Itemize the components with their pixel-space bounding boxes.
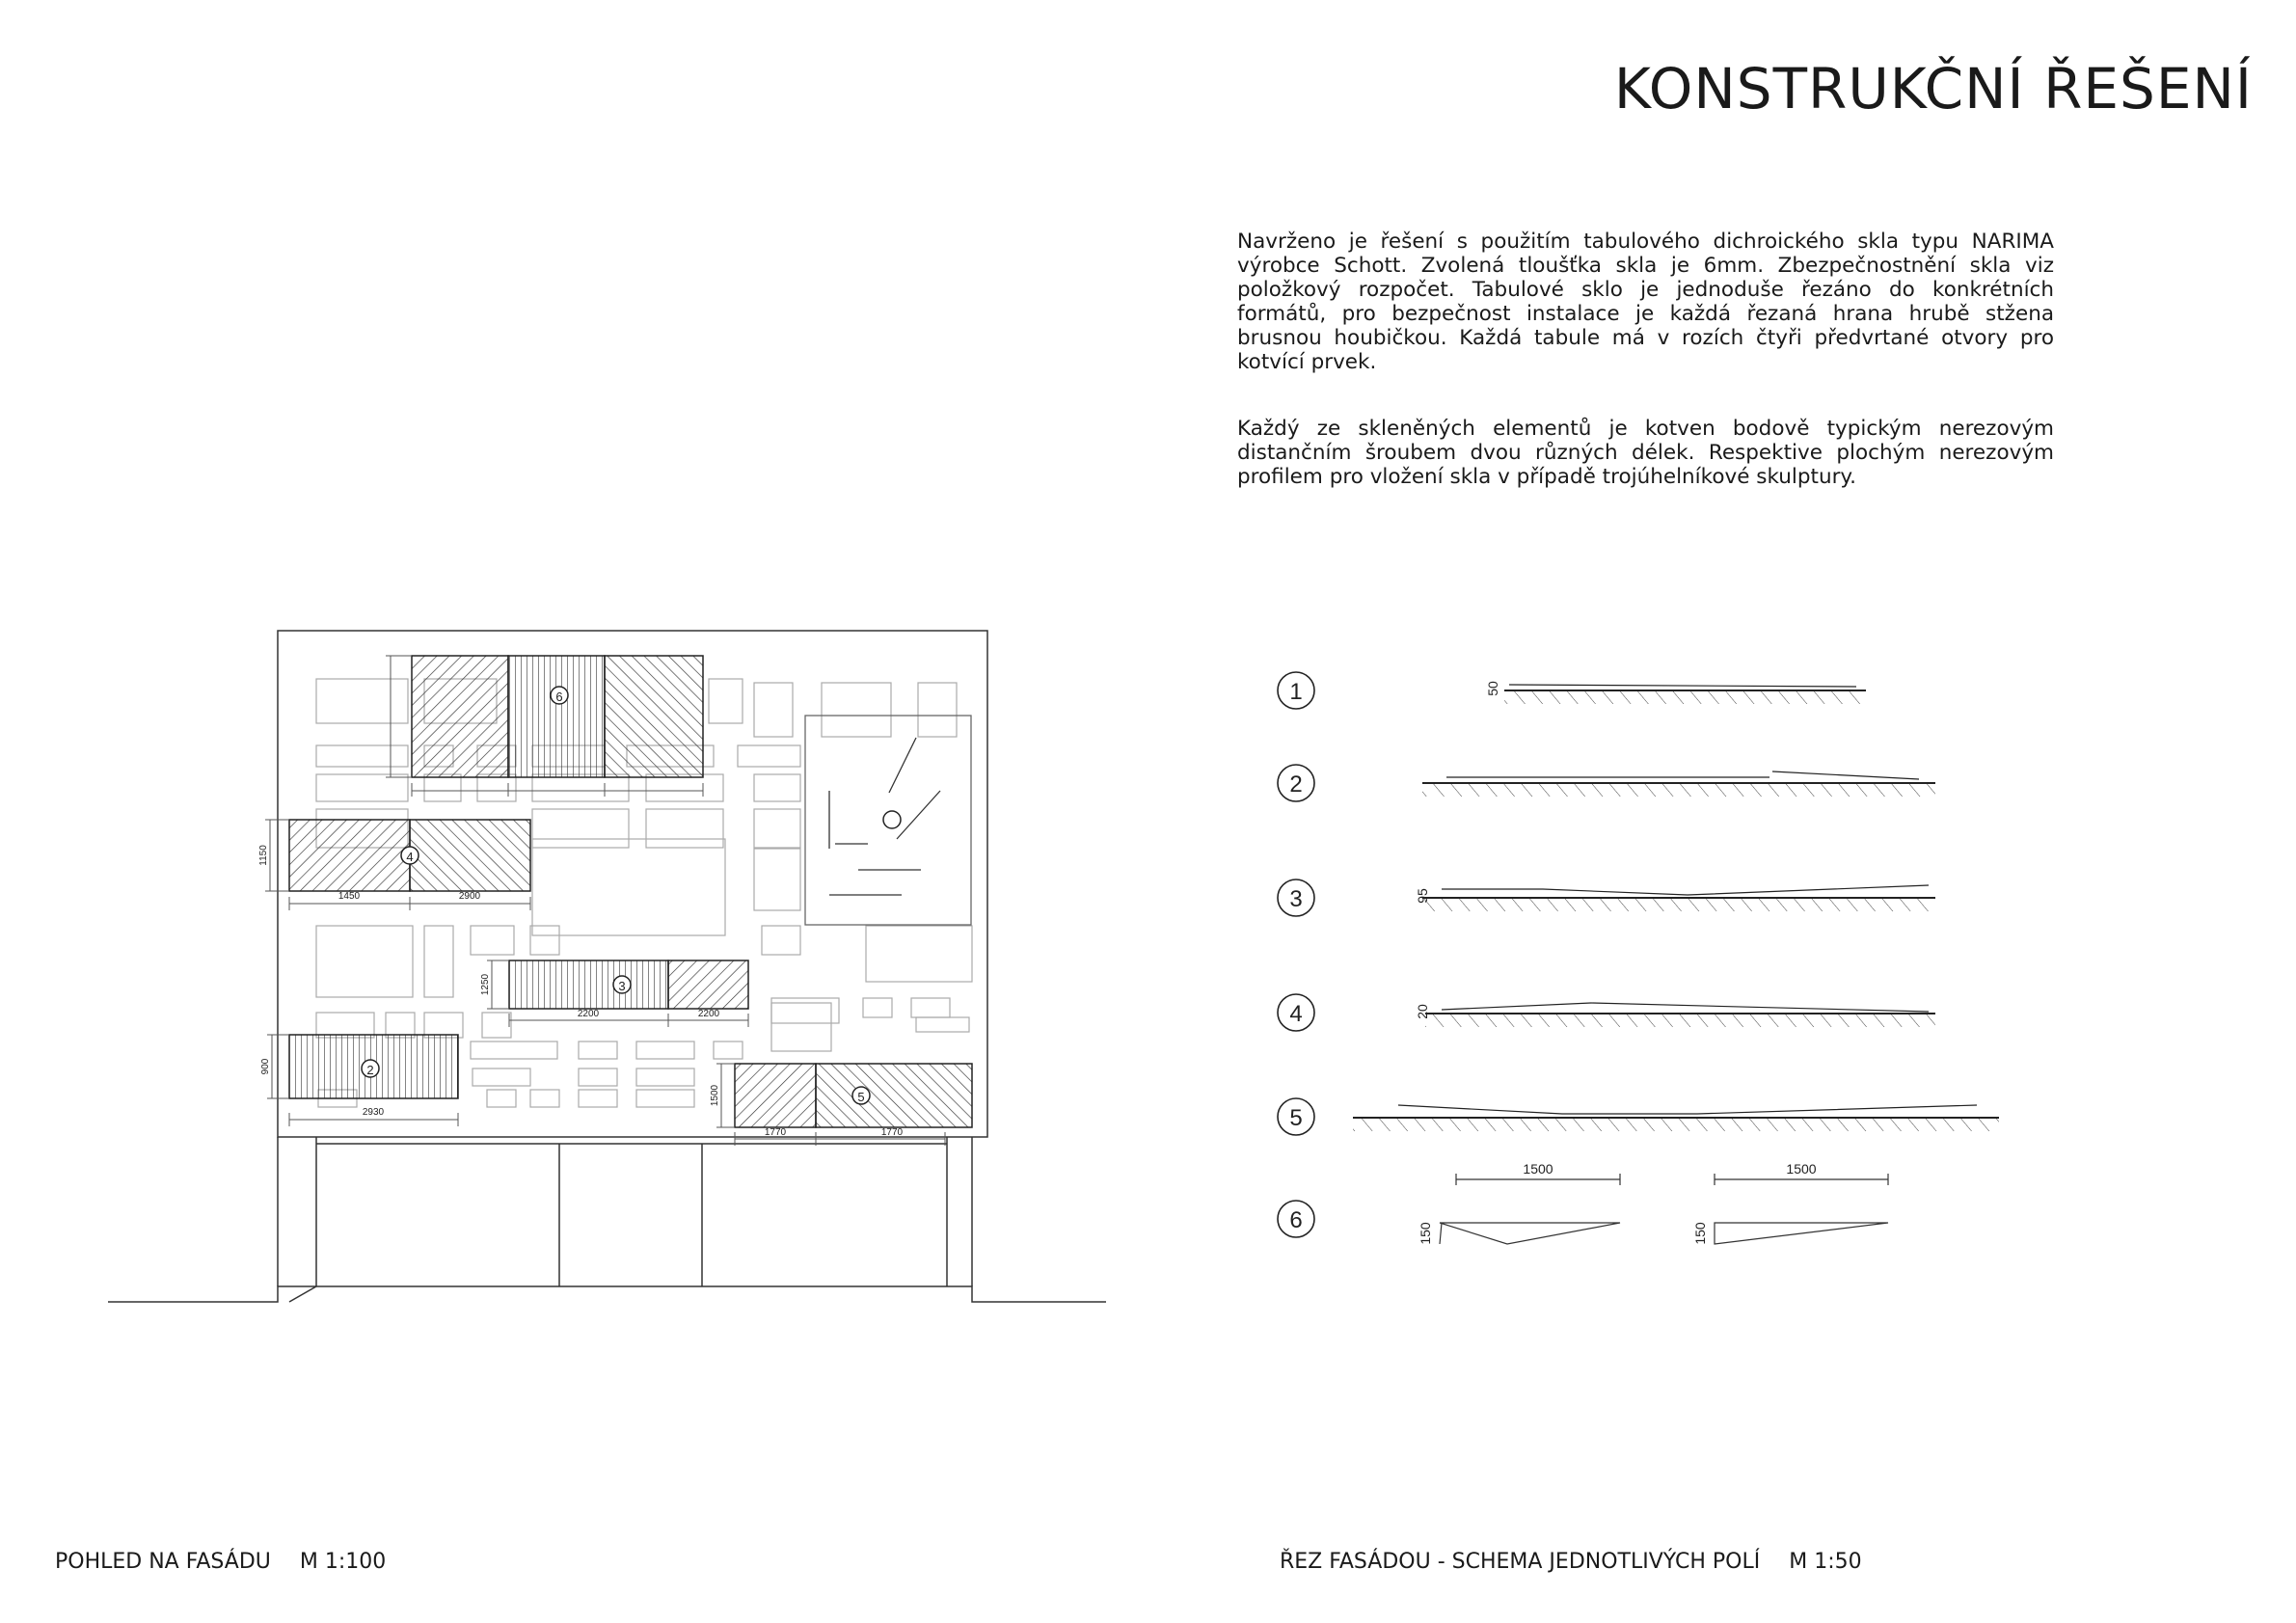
section-caption-title: ŘEZ FASÁDOU - SCHEMA JEDNOTLIVÝCH POLÍ: [1280, 1550, 1761, 1574]
panel-3-height: 1150: [258, 845, 269, 866]
section-row-5-label: 5: [1289, 1105, 1303, 1131]
section-row-2: [1278, 765, 1935, 801]
ground-line: [108, 1286, 1106, 1302]
section-row-1-label: 1: [1289, 679, 1303, 705]
glass-panel-2: [480, 960, 748, 1027]
panel-3-width-2: 2900: [458, 891, 481, 902]
ground-ramp: [289, 1286, 316, 1302]
description-paragraph-1: Navrženo je řešení s použitím tabulového dichroického skla typu NARIMA výrobce Schott. Zvolená tloušťka skla je 6mm. Zbezpečnostnění skla viz položkový rozpočet. Tabulové sklo je jednoduše řezáno do konkrétních formátů, pro bezpečnost instalace je každá řezaná hrana hrubě stžena brusnou houbičkou. Každá tabule má v rozích čtyři předvrtané otvory pro kotvící prvek.: [1237, 230, 2054, 374]
panel-1-height: 900: [260, 1058, 271, 1075]
panel-2-label: 3: [618, 979, 626, 993]
panel-4-width-1: 1770: [764, 1127, 787, 1138]
elevation-caption: [55, 1550, 386, 1574]
section-caption-scale: M 1:50: [1789, 1550, 1862, 1574]
panel-1-label: 2: [366, 1063, 374, 1077]
section-row-2-label: 2: [1289, 771, 1303, 798]
glass-panel-3: [258, 820, 530, 910]
section-row-3-dim: 95: [1415, 888, 1430, 904]
section-row-6-height-2: 150: [1692, 1222, 1708, 1245]
panel-1-width: 2930: [362, 1107, 385, 1118]
section-row-1-dim: 50: [1485, 681, 1500, 696]
section-row-6: [1278, 1161, 1888, 1245]
section-row-5: [1278, 1098, 1999, 1135]
section-caption: [1280, 1550, 1862, 1574]
panel-4-height: 1500: [710, 1084, 720, 1107]
glass-panel-5: [386, 656, 703, 797]
elevation-caption-title: POHLED NA FASÁDU: [55, 1550, 271, 1574]
panel-5-label: 6: [555, 690, 563, 704]
panel-4-label: 5: [857, 1090, 865, 1104]
section-row-6-width-1: 1500: [1523, 1161, 1553, 1177]
elevation-caption-scale: M 1:100: [299, 1550, 387, 1574]
glass-panel-4: [710, 1064, 972, 1146]
glass-panel-6: [805, 716, 971, 925]
section-row-6-height-1: 150: [1418, 1222, 1433, 1245]
glass-panel-1: [260, 1035, 458, 1126]
section-row-3-label: 3: [1289, 886, 1303, 912]
page-title: KONSTRUKČNÍ ŘEŠENÍ: [1613, 56, 2253, 122]
panel-2-width-2: 2200: [697, 1009, 720, 1019]
section-row-4: [1278, 994, 1935, 1031]
section-row-3: [1278, 879, 1935, 916]
panel-3-width-1: 1450: [338, 891, 361, 902]
section-schema: [1278, 672, 1999, 1245]
section-row-6-label: 6: [1289, 1207, 1303, 1233]
section-row-4-dim: 20: [1415, 1004, 1430, 1019]
description-paragraph-2: Každý ze skleněných elementů je kotven bodově typickým nerezovým distančním šroubem dvou různých délek. Respektive plochým nerezovým profilem pro vložení skla v případě trojúhelníkové skulptury.: [1237, 417, 2054, 489]
panel-4-width-2: 1770: [880, 1127, 904, 1138]
panel-2-width-1: 2200: [577, 1009, 600, 1019]
section-row-1: [1278, 672, 1866, 709]
panel-2-height: 1250: [480, 973, 491, 996]
section-row-4-label: 4: [1289, 1001, 1303, 1027]
panel-3-label: 4: [406, 850, 414, 864]
section-row-6-width-2: 1500: [1786, 1161, 1817, 1177]
